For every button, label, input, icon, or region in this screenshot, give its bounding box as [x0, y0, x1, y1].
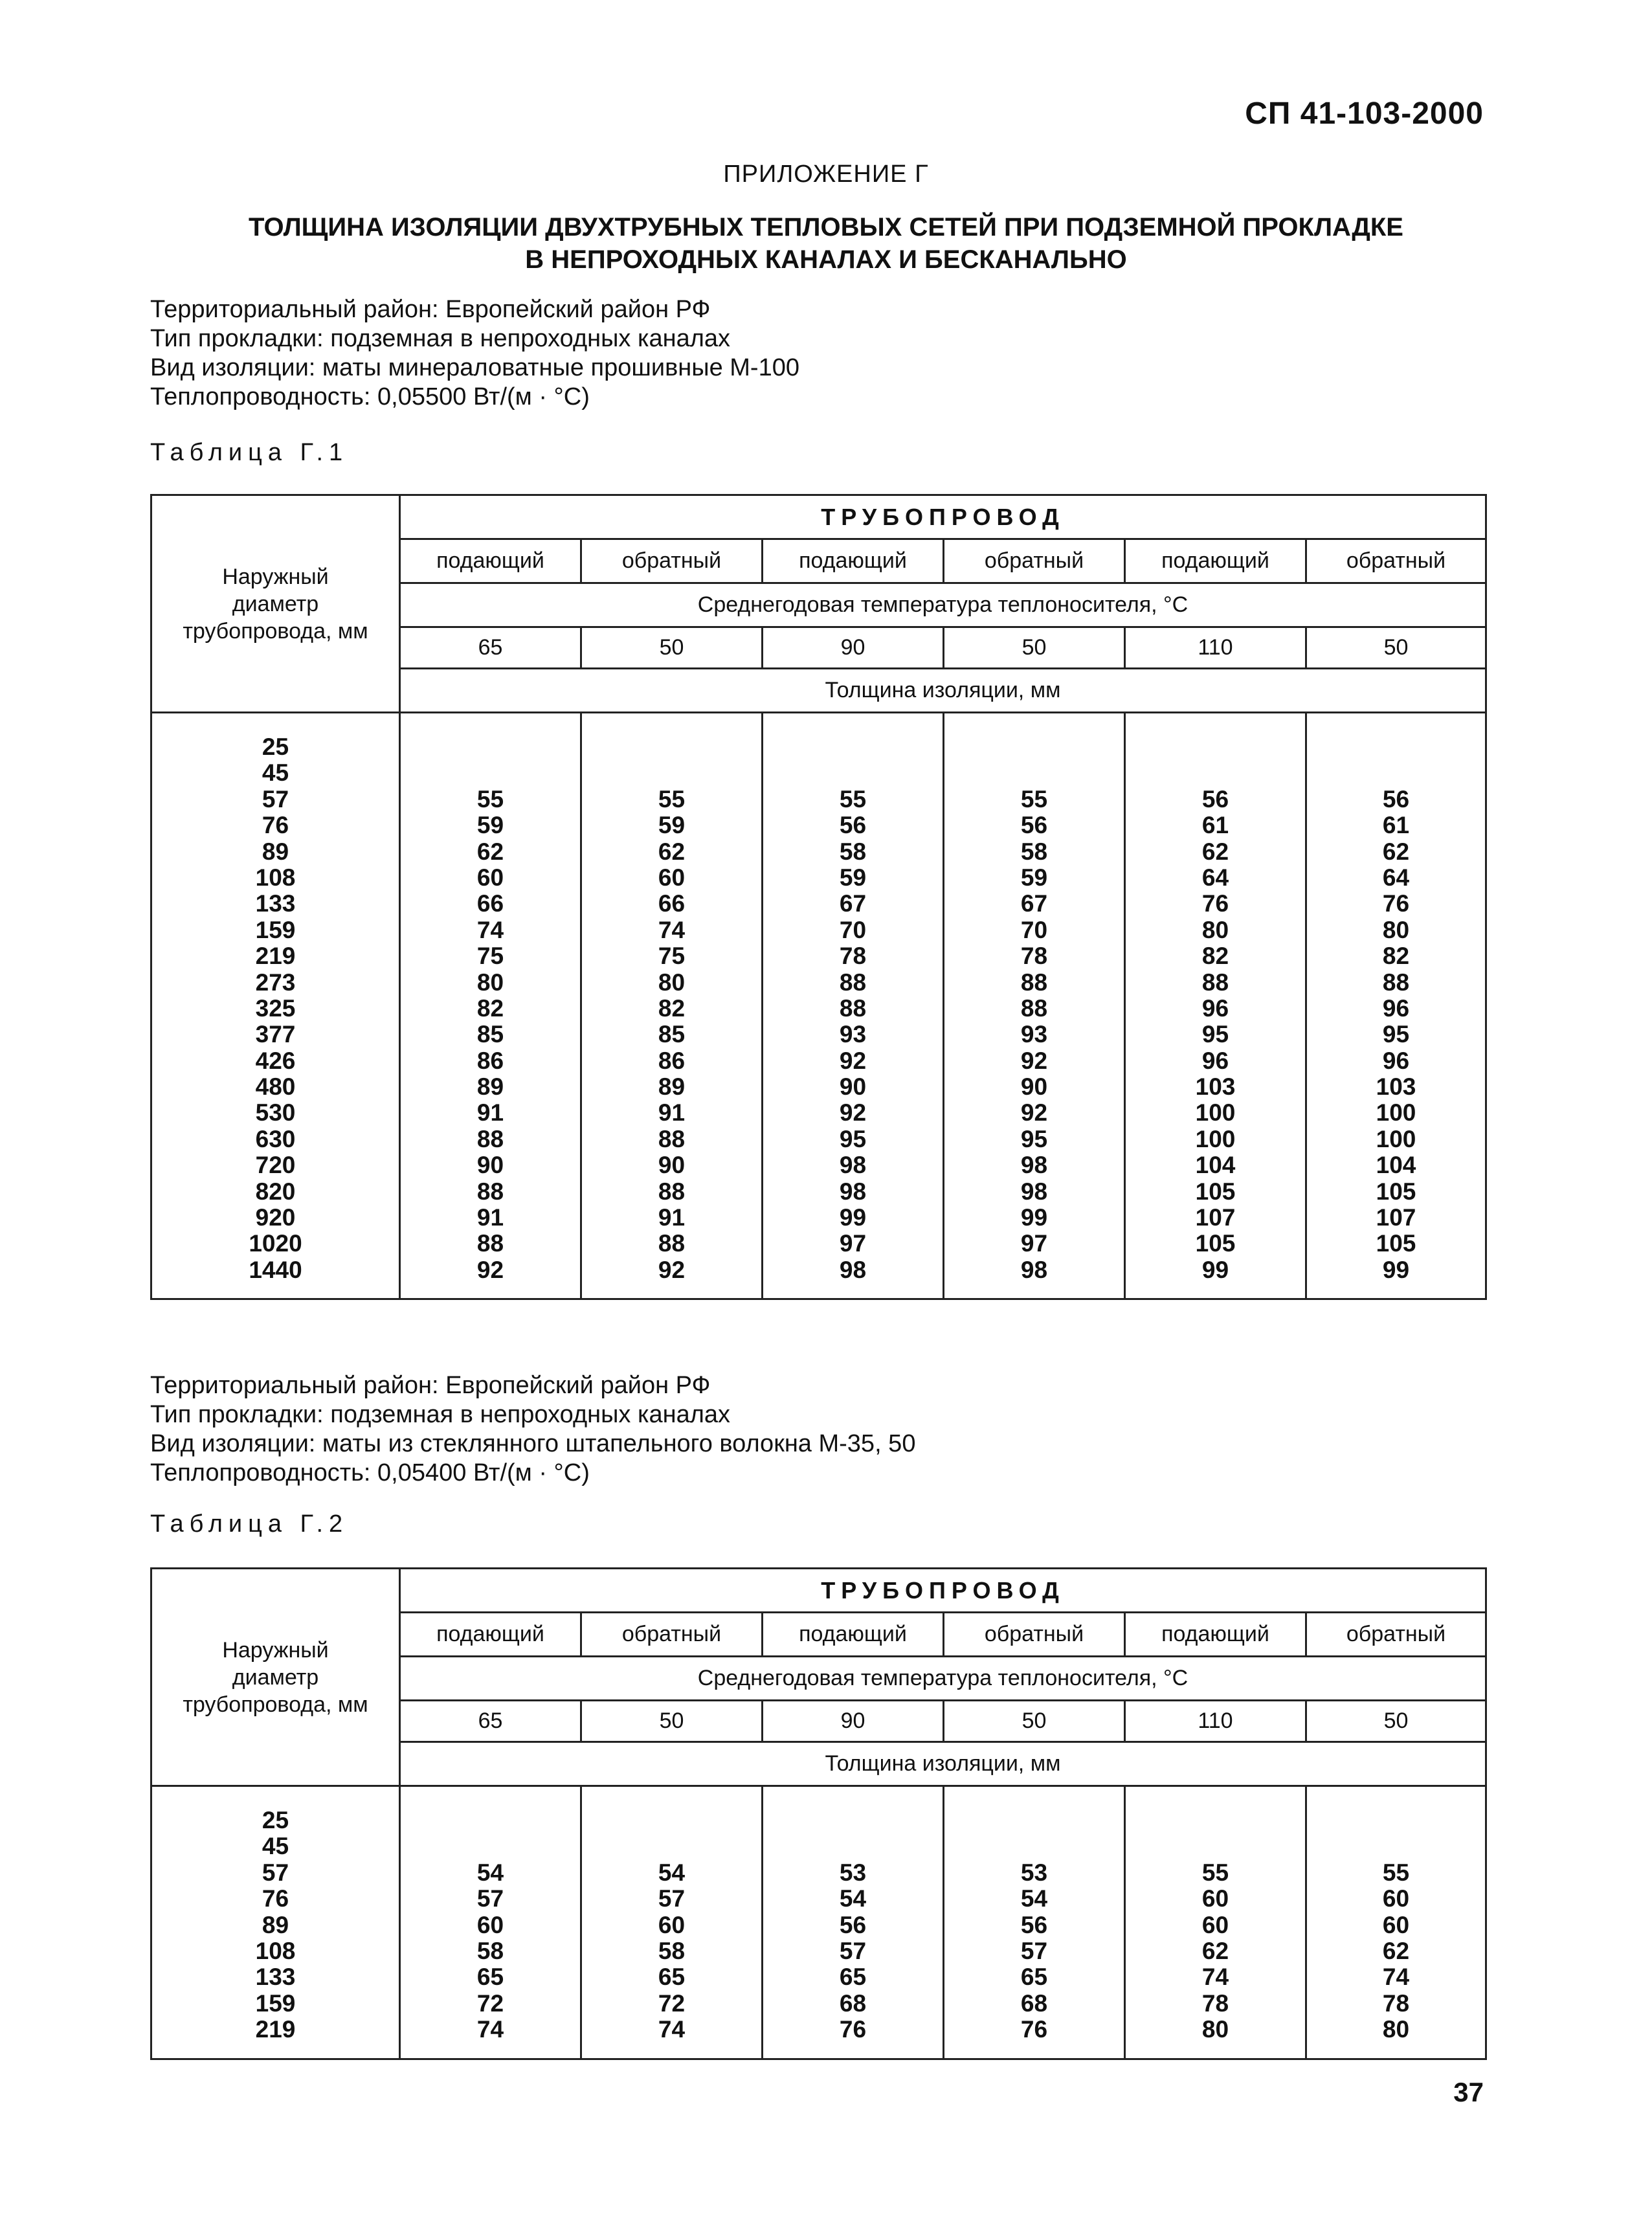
thickness-value: 90	[1020, 1073, 1048, 1101]
thickness-value: 53	[839, 1859, 867, 1886]
header-row-pipe	[151, 1569, 1486, 1613]
thickness-value	[582, 760, 761, 786]
thickness-value: 60	[1201, 1911, 1229, 1938]
thickness-value: 64	[1201, 864, 1229, 891]
column-header: обратный	[944, 539, 1125, 583]
thickness-value: 72	[658, 1989, 686, 2017]
diameter-header-line: диаметр	[232, 1664, 319, 1690]
diameter-value: 377	[255, 1021, 296, 1048]
thickness-column	[581, 713, 763, 1299]
thickness-value: 80	[1382, 916, 1410, 943]
thickness-value: 56	[1382, 785, 1410, 812]
diameter-value: 76	[262, 1885, 289, 1912]
thickness-value: 75	[658, 943, 686, 970]
thickness-value: 59	[476, 812, 504, 839]
info-insulation-type: Вид изоляции: маты минераловатные прошивные М-100	[150, 354, 799, 381]
diameter-value: 426	[255, 1047, 296, 1074]
thickness-value: 62	[1382, 1937, 1410, 1964]
thickness-value: 92	[1020, 1047, 1048, 1074]
temperature-value: 50	[1306, 627, 1486, 669]
thickness-value: 93	[839, 1021, 867, 1048]
diameter-header-line: Наружный	[222, 564, 329, 589]
thickness-value: 67	[1020, 890, 1048, 917]
thickness-value: 59	[839, 864, 867, 891]
temperature-value: 50	[581, 1701, 763, 1742]
thickness-value: 78	[839, 943, 867, 970]
main-title	[0, 211, 1652, 276]
thickness-value: 58	[1020, 838, 1048, 865]
diameter-value: 57	[262, 785, 289, 812]
thickness-value: 53	[1020, 1859, 1048, 1886]
thickness-value: 80	[1201, 2016, 1229, 2043]
thickness-value: 55	[658, 785, 686, 812]
thickness-value: 96	[1382, 1047, 1410, 1074]
document-code: СП 41-103-2000	[1245, 96, 1484, 131]
thickness-value: 100	[1195, 1125, 1236, 1152]
info-region: Территориальный район: Европейский район РФ	[150, 1372, 711, 1399]
thickness-value: 82	[1201, 943, 1229, 970]
temperature-header: Среднегодовая температура теплоносителя, °С	[400, 1657, 1486, 1701]
thickness-value: 57	[839, 1937, 867, 1964]
thickness-value: 88	[658, 1125, 686, 1152]
thickness-value: 99	[1201, 1256, 1229, 1283]
thickness-value	[1307, 1833, 1485, 1859]
info-insulation-type: Вид изоляции: маты из стеклянного штапельного волокна М-35, 50	[150, 1430, 916, 1457]
table-1	[150, 494, 1487, 1300]
thickness-column	[944, 1786, 1125, 2059]
thickness-value: 58	[839, 838, 867, 865]
thickness-value: 95	[839, 1125, 867, 1152]
diameter-value: 89	[262, 838, 289, 865]
diameter-value: 1440	[249, 1256, 302, 1283]
diameter-value: 219	[255, 943, 296, 970]
thickness-value: 91	[476, 1099, 504, 1126]
thickness-value: 96	[1201, 994, 1229, 1022]
thickness-value: 88	[1020, 994, 1048, 1022]
thickness-value: 60	[1382, 1885, 1410, 1912]
thickness-column	[1306, 713, 1486, 1299]
info-laying-type: Тип прокладки: подземная в непроходных каналах	[150, 325, 731, 352]
thickness-value: 105	[1195, 1230, 1236, 1257]
temperature-value: 110	[1125, 627, 1306, 669]
thickness-value: 74	[476, 916, 504, 943]
temperature-value: 110	[1125, 1701, 1306, 1742]
diameter-value: 273	[255, 969, 296, 996]
thickness-value	[582, 1808, 761, 1833]
thickness-column	[1306, 1786, 1486, 2059]
thickness-value: 80	[1201, 916, 1229, 943]
thickness-value: 55	[839, 785, 867, 812]
thickness-value: 95	[1020, 1125, 1048, 1152]
thickness-value: 56	[1201, 785, 1229, 812]
thickness-value: 80	[1382, 2016, 1410, 2043]
info-conductivity: Теплопроводность: 0,05500 Вт/(м · °С)	[150, 383, 590, 410]
thickness-value: 91	[658, 1099, 686, 1126]
thickness-value: 100	[1376, 1099, 1416, 1126]
thickness-value: 82	[1382, 943, 1410, 970]
diameter-header-line: Наружный	[222, 1637, 329, 1663]
thickness-value	[944, 734, 1124, 760]
thickness-value: 99	[1382, 1256, 1410, 1283]
thickness-value: 95	[1382, 1021, 1410, 1048]
thickness-value: 54	[658, 1859, 686, 1886]
thickness-value: 57	[1020, 1937, 1048, 1964]
thickness-value: 100	[1376, 1125, 1416, 1152]
thickness-value: 68	[1020, 1989, 1048, 2017]
thickness-value	[763, 1833, 943, 1859]
thickness-value: 56	[1020, 812, 1048, 839]
thickness-value	[401, 734, 580, 760]
thickness-value	[401, 1808, 580, 1833]
thickness-value: 82	[476, 994, 504, 1022]
thickness-header: Толщина изоляции, мм	[400, 1742, 1486, 1786]
thickness-value	[944, 1833, 1124, 1859]
diameter-value: 45	[262, 759, 289, 787]
thickness-value: 105	[1376, 1178, 1416, 1205]
thickness-value: 75	[476, 943, 504, 970]
thickness-value: 85	[658, 1021, 686, 1048]
diameter-value: 920	[255, 1204, 296, 1231]
thickness-value	[1307, 734, 1485, 760]
temperature-value: 90	[763, 627, 944, 669]
thickness-value: 74	[1382, 1964, 1410, 1991]
diameter-value: 820	[255, 1178, 296, 1205]
column-header: обратный	[581, 1613, 763, 1657]
thickness-value: 96	[1382, 994, 1410, 1022]
info-laying-type: Тип прокладки: подземная в непроходных каналах	[150, 1401, 731, 1428]
table-2	[150, 1567, 1487, 2060]
diameter-value: 159	[255, 1989, 296, 2017]
thickness-value: 70	[1020, 916, 1048, 943]
main-title-line-2: В НЕПРОХОДНЫХ КАНАЛАХ И БЕСКАНАЛЬНО	[525, 245, 1127, 274]
temperature-value: 50	[581, 627, 763, 669]
thickness-value: 100	[1195, 1099, 1236, 1126]
thickness-value: 105	[1376, 1230, 1416, 1257]
thickness-value: 98	[839, 1152, 867, 1179]
thickness-value: 99	[1020, 1204, 1048, 1231]
diameter-value: 25	[262, 734, 289, 760]
thickness-value: 72	[476, 1989, 504, 2017]
info-region: Территориальный район: Европейский район РФ	[150, 296, 711, 323]
thickness-value: 104	[1376, 1152, 1416, 1179]
thickness-value: 78	[1201, 1989, 1229, 2017]
thickness-value: 54	[1020, 1885, 1048, 1912]
thickness-value: 66	[476, 890, 504, 917]
thickness-value: 88	[476, 1125, 504, 1152]
thickness-value: 89	[658, 1073, 686, 1101]
thickness-value: 55	[1201, 1859, 1229, 1886]
thickness-header: Толщина изоляции, мм	[400, 669, 1486, 713]
thickness-value: 54	[839, 1885, 867, 1912]
thickness-value	[1307, 1808, 1485, 1833]
thickness-column	[400, 1786, 581, 2059]
diameter-header-line: диаметр	[232, 591, 319, 616]
diameter-header	[151, 495, 400, 713]
thickness-value: 76	[1020, 2016, 1048, 2043]
diameter-value: 630	[255, 1125, 296, 1152]
temperature-value: 50	[944, 627, 1125, 669]
diameter-value: 76	[262, 812, 289, 839]
thickness-value: 88	[476, 1178, 504, 1205]
thickness-value: 88	[839, 994, 867, 1022]
thickness-value	[582, 1833, 761, 1859]
thickness-column	[1125, 713, 1306, 1299]
column-header: подающий	[763, 1613, 944, 1657]
thickness-value: 98	[1020, 1178, 1048, 1205]
thickness-value: 86	[476, 1047, 504, 1074]
thickness-value	[763, 734, 943, 760]
thickness-value: 60	[1382, 1911, 1410, 1938]
diameter-value: 159	[255, 916, 296, 943]
thickness-value	[582, 734, 761, 760]
thickness-value: 62	[476, 838, 504, 865]
thickness-value: 82	[658, 994, 686, 1022]
thickness-value: 88	[658, 1178, 686, 1205]
thickness-value: 56	[839, 812, 867, 839]
info-conductivity: Теплопроводность: 0,05400 Вт/(м · °С)	[150, 1459, 590, 1486]
thickness-value: 92	[658, 1256, 686, 1283]
thickness-column	[581, 1786, 763, 2059]
thickness-value	[401, 1833, 580, 1859]
temperature-value: 90	[763, 1701, 944, 1742]
thickness-value: 86	[658, 1047, 686, 1074]
thickness-value: 70	[839, 916, 867, 943]
column-header: подающий	[1125, 539, 1306, 583]
thickness-value: 54	[476, 1859, 504, 1886]
thickness-value: 99	[839, 1204, 867, 1231]
thickness-value: 60	[658, 1911, 686, 1938]
thickness-value: 64	[1382, 864, 1410, 891]
pipe-header: ТРУБОПРОВОД	[400, 1569, 1486, 1613]
column-header: обратный	[581, 539, 763, 583]
column-header: подающий	[400, 1613, 581, 1657]
thickness-value: 60	[476, 864, 504, 891]
thickness-value: 59	[1020, 864, 1048, 891]
table-2-info	[150, 1371, 915, 1488]
thickness-column	[1125, 1786, 1306, 2059]
data-row	[151, 713, 1486, 1299]
header-row-pipe	[151, 495, 1486, 539]
thickness-value: 57	[476, 1885, 504, 1912]
appendix-label: ПРИЛОЖЕНИЕ Г	[723, 161, 929, 188]
table-1-caption: Таблица Г.1	[150, 439, 349, 466]
thickness-value: 104	[1195, 1152, 1236, 1179]
column-header: обратный	[1306, 539, 1486, 583]
thickness-value: 90	[839, 1073, 867, 1101]
column-header: обратный	[944, 1613, 1125, 1657]
thickness-value: 61	[1382, 812, 1410, 839]
diameter-value: 133	[255, 1964, 296, 1991]
thickness-value: 88	[476, 1230, 504, 1257]
data-row	[151, 1786, 1486, 2059]
thickness-value: 105	[1195, 1178, 1236, 1205]
thickness-column	[944, 713, 1125, 1299]
thickness-value: 60	[476, 1911, 504, 1938]
thickness-value: 103	[1195, 1073, 1236, 1101]
thickness-value: 90	[658, 1152, 686, 1179]
thickness-value	[763, 760, 943, 786]
thickness-value: 68	[839, 1989, 867, 2017]
thickness-value	[1126, 1833, 1305, 1859]
diameter-value: 108	[255, 1937, 296, 1964]
thickness-value: 76	[1201, 890, 1229, 917]
table-2-caption: Таблица Г.2	[150, 1510, 349, 1538]
diameter-header-line: трубопровода, мм	[183, 618, 368, 644]
diameter-value: 325	[255, 994, 296, 1022]
diameter-header	[151, 1569, 400, 1786]
column-header: обратный	[1306, 1613, 1486, 1657]
diameter-value: 25	[262, 1807, 289, 1833]
thickness-value: 93	[1020, 1021, 1048, 1048]
diameter-value: 108	[255, 864, 296, 891]
diameter-value: 219	[255, 2016, 296, 2043]
thickness-value: 55	[1020, 785, 1048, 812]
thickness-value	[1126, 760, 1305, 786]
thickness-value: 98	[1020, 1152, 1048, 1179]
thickness-value: 97	[1020, 1230, 1048, 1257]
thickness-value: 59	[658, 812, 686, 839]
thickness-value: 89	[476, 1073, 504, 1101]
diameter-value: 720	[255, 1152, 296, 1179]
thickness-value: 60	[658, 864, 686, 891]
thickness-value: 74	[1201, 1964, 1229, 1991]
diameter-value: 480	[255, 1073, 296, 1101]
thickness-value: 74	[658, 2016, 686, 2043]
thickness-value	[763, 1808, 943, 1833]
diameter-value: 133	[255, 890, 296, 917]
diameter-value: 530	[255, 1099, 296, 1126]
pipe-header: ТРУБОПРОВОД	[400, 495, 1486, 539]
thickness-value	[1126, 1808, 1305, 1833]
thickness-value: 62	[658, 838, 686, 865]
thickness-value: 60	[1201, 1885, 1229, 1912]
thickness-value: 98	[839, 1256, 867, 1283]
thickness-value: 74	[476, 2016, 504, 2043]
thickness-value: 88	[1201, 969, 1229, 996]
thickness-value: 65	[476, 1964, 504, 1991]
column-header: подающий	[763, 539, 944, 583]
thickness-value: 103	[1376, 1073, 1416, 1101]
thickness-value	[401, 760, 580, 786]
thickness-value: 66	[658, 890, 686, 917]
thickness-value: 74	[658, 916, 686, 943]
thickness-value	[1307, 760, 1485, 786]
thickness-value: 92	[839, 1047, 867, 1074]
thickness-value: 91	[476, 1204, 504, 1231]
thickness-value: 88	[658, 1230, 686, 1257]
main-title-line-1: ТОЛЩИНА ИЗОЛЯЦИИ ДВУХТРУБНЫХ ТЕПЛОВЫХ СЕТЕЙ ПРИ ПОДЗЕМНОЙ ПРОКЛАДКЕ	[249, 213, 1403, 241]
thickness-value: 95	[1201, 1021, 1229, 1048]
temperature-value: 65	[400, 627, 581, 669]
temperature-value: 50	[944, 1701, 1125, 1742]
thickness-value: 58	[476, 1937, 504, 1964]
thickness-column	[400, 713, 581, 1299]
temperature-header: Среднегодовая температура теплоносителя, °С	[400, 583, 1486, 627]
thickness-value: 88	[1382, 969, 1410, 996]
thickness-value: 61	[1201, 812, 1229, 839]
diameter-header-line: трубопровода, мм	[183, 1692, 368, 1717]
diameter-column	[151, 1786, 400, 2059]
thickness-value: 98	[839, 1178, 867, 1205]
thickness-column	[763, 1786, 944, 2059]
column-header: подающий	[1125, 1613, 1306, 1657]
thickness-value	[944, 1808, 1124, 1833]
diameter-value: 1020	[249, 1230, 302, 1257]
thickness-value: 92	[839, 1099, 867, 1126]
thickness-value: 62	[1382, 838, 1410, 865]
thickness-value	[944, 760, 1124, 786]
table-1-info	[150, 295, 799, 412]
thickness-value: 107	[1195, 1204, 1236, 1231]
thickness-value: 62	[1201, 838, 1229, 865]
thickness-value: 97	[839, 1230, 867, 1257]
temperature-value: 50	[1306, 1701, 1486, 1742]
diameter-value: 45	[262, 1833, 289, 1860]
column-header: подающий	[400, 539, 581, 583]
thickness-value: 76	[1382, 890, 1410, 917]
diameter-column	[151, 713, 400, 1299]
thickness-column	[763, 713, 944, 1299]
diameter-value: 89	[262, 1911, 289, 1938]
thickness-value: 78	[1020, 943, 1048, 970]
thickness-value: 98	[1020, 1256, 1048, 1283]
thickness-value: 55	[1382, 1859, 1410, 1886]
thickness-value: 67	[839, 890, 867, 917]
thickness-value: 96	[1201, 1047, 1229, 1074]
thickness-value: 78	[1382, 1989, 1410, 2017]
thickness-value: 56	[1020, 1911, 1048, 1938]
page-number: 37	[1453, 2077, 1484, 2107]
thickness-value: 55	[476, 785, 504, 812]
thickness-value: 92	[476, 1256, 504, 1283]
thickness-value: 107	[1376, 1204, 1416, 1231]
thickness-value: 76	[839, 2016, 867, 2043]
thickness-value: 62	[1201, 1937, 1229, 1964]
thickness-value	[1126, 734, 1305, 760]
thickness-value: 85	[476, 1021, 504, 1048]
thickness-value: 92	[1020, 1099, 1048, 1126]
thickness-value: 80	[476, 969, 504, 996]
thickness-value: 91	[658, 1204, 686, 1231]
thickness-value: 80	[658, 969, 686, 996]
temperature-value: 65	[400, 1701, 581, 1742]
thickness-value: 58	[658, 1937, 686, 1964]
thickness-value: 65	[1020, 1964, 1048, 1991]
thickness-value: 88	[839, 969, 867, 996]
thickness-value: 90	[476, 1152, 504, 1179]
thickness-value: 65	[658, 1964, 686, 1991]
thickness-value: 65	[839, 1964, 867, 1991]
thickness-value: 57	[658, 1885, 686, 1912]
thickness-value: 88	[1020, 969, 1048, 996]
thickness-value: 56	[839, 1911, 867, 1938]
diameter-value: 57	[262, 1859, 289, 1886]
